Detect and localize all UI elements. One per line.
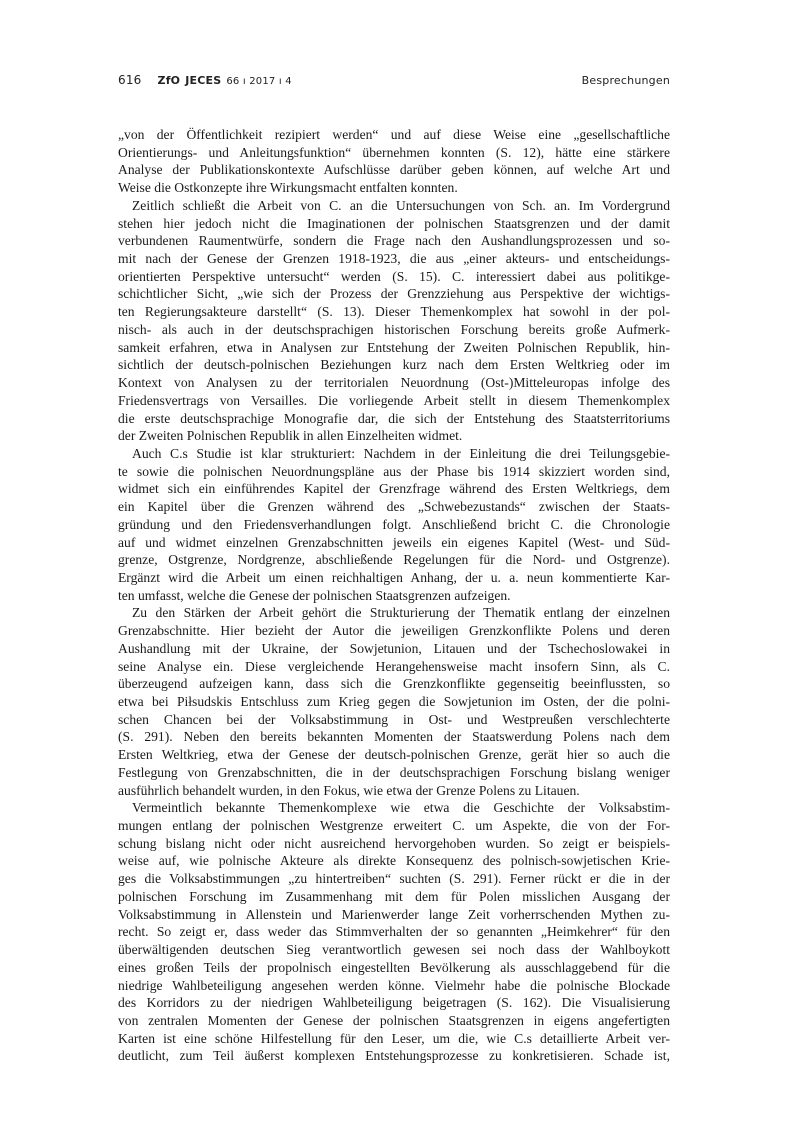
volume-info: 66 ı 2017 ı 4 xyxy=(226,76,292,87)
text-line: „von der Öffentlichkeit rezipiert werden“ und auf diese Weise eine „gesellschaftliche xyxy=(118,127,670,142)
text-line: Karten ist eine schöne Hilfestellung für den Leser, um die, wie C.s detaillierte Arbeit ver- xyxy=(118,1030,670,1046)
text-line: weise auf, wie polnische Akteure als direkte Konsequenz des polnisch-sowjetischen Krie- xyxy=(118,853,670,869)
text-line: Analyse der Publikationskontexte Aufschlüsse darüber geben können, auf welche Art und xyxy=(118,162,670,178)
text-line: Auch C.s Studie ist klar strukturiert: Nachdem in der Einleitung die drei Teilungsgebie- xyxy=(132,445,670,461)
text-line: stehen hier jedoch nicht die Imaginationen der polnischen Staatsgrenzen und der damit xyxy=(118,215,670,231)
journal-name: JECES xyxy=(185,74,222,87)
text-line: Orientierungs- und Anleitungsfunktion“ übernehmen konnten (S. 12), hätte eine stärkere xyxy=(118,144,670,160)
text-line: Grenzabschnitte. Hier bezieht der Autor die jeweiligen Grenzkonflikte Polens und deren xyxy=(118,623,670,639)
text-line: sichtlich der deutsch-polnischen Beziehungen kurz nach dem Ersten Weltkrieg oder im xyxy=(118,357,670,373)
text-line: widmet sich ein einführendes Kapitel der Grenzfrage während des Ersten Weltkriegs, dem xyxy=(118,481,670,497)
text-line: Ergänzt wird die Arbeit um einen reichhaltigen Anhang, der u. a. neun kommentierte Kar- xyxy=(118,569,670,585)
text-line: des Korridors zu der niedrigen Wahlbeteiligung beigetragen (S. 162). Die Visualisierung xyxy=(118,995,670,1011)
text-line: samkeit erfahren, etwa in Analysen zur Entstehung der Zweiten Polnischen Republik, hin- xyxy=(118,339,670,355)
text-line: mit nach der Genese der Grenzen 1918-1923, die aus „einer akteurs- und entscheidungs- xyxy=(118,251,670,267)
text-line: überzeugend aufzeigen kann, dass sich die Grenzkonflikte gegenseitig beeinflussten, so xyxy=(118,676,670,692)
text-line: Kontext von Analysen zu der territorialen Neuordnung (Ost-)Mitteleuropas infolge des xyxy=(118,375,670,391)
text-line: schen Chancen bei der Volksabstimmung in Ost- und Westpreußen verschlechterte xyxy=(118,711,670,727)
text-line: ausführlich behandelt wurden, in den Fokus, wie etwa der Grenze Polens zu Litauen. xyxy=(118,782,580,798)
text-line: verbundenen Raumentwürfe, sondern die Frage nach den Aushandlungsprozessen und so- xyxy=(118,233,670,249)
text-line: deutlicht, zum Teil äußerst komplexen Entstehungsprozesse zu konkretisieren. Schade ist, xyxy=(118,1048,670,1064)
page-number: 616 xyxy=(118,73,142,87)
text-line: seine Analyse ein. Diese vergleichende Herangehensweise macht insofern Sinn, als C. xyxy=(118,658,670,674)
text-line: schung bislang nicht oder nicht ausreichend hervorgehoben wurden. So zeigt er beispiels- xyxy=(118,835,670,851)
text-line: Ersten Weltkrieg, etwa der Genese der deutsch-polnischen Grenze, gerät hier so auch die xyxy=(118,747,670,763)
text-line: niedrige Wahlbeteiligung angesehen werden könne. Vielmehr habe die polnische Blockade xyxy=(118,977,670,993)
text-line: Zu den Stärken der Arbeit gehört die Strukturierung der Thematik entlang der einzelnen xyxy=(132,605,670,621)
text-line: te sowie die polnischen Neuordnungspläne aus der Phase bis 1914 skizziert worden sind, xyxy=(118,463,670,479)
text-line: Friedensvertrags von Versailles. Die vorliegende Arbeit stellt in diesem Themenkomplex xyxy=(118,392,670,408)
text-line: eines großen Teils der propolnisch eingestellten Bevölkerung als ausschlaggebend für die xyxy=(118,959,670,975)
text-line: auf und widmet einzelnen Grenzabschnitten jeweils ein eigenes Kapitel (West- und Süd- xyxy=(118,534,670,550)
text-line: recht. So zeigt er, dass weder das Stimmverhalten der so genannten „Heimkehrer“ für den xyxy=(118,924,670,940)
text-line: orientierten Perspektive untersucht“ werden (S. 15). C. interessiert dabei aus politikge- xyxy=(118,268,670,284)
body-text xyxy=(118,126,670,1065)
text-line: grenze, Ostgrenze, Nordgrenze, abschließende Regelungen für die Nord- und Ostgrenze). xyxy=(118,552,670,568)
text-line: ges die Volksabstimmungen „zu hintertreiben“ suchten (S. 291). Ferner rückt er die in der xyxy=(118,871,670,887)
text-line: Aushandlung mit der Ukraine, der Sowjetunion, Litauen und der Tschechoslowakei in xyxy=(118,640,670,656)
text-line: mungen entlang der polnischen Westgrenze erweitert C. um Aspekte, die von der For- xyxy=(118,818,670,834)
text-line: polnischen Forschung im Zusammenhang mit dem für Polen misslichen Ausgang der xyxy=(118,888,670,904)
text-line: von zentralen Momenten der Genese der polnischen Staatsgrenzen in eigens angefertigten xyxy=(118,1012,670,1028)
text-line: die erste deutschsprachige Monografie dar, die sich der Entstehung des Staatsterritoriums xyxy=(118,410,670,426)
text-line: der Zweiten Polnischen Republik in allen Einzelheiten widmet. xyxy=(118,428,463,444)
text-line: Festlegung von Grenzabschnitten, die in der deutschsprachigen Forschung bislang weniger xyxy=(118,764,670,780)
text-line: (S. 291). Neben den bereits bekannten Momenten der Staatswerdung Polens nach dem xyxy=(118,729,670,745)
text-line: schichtlicher Sicht, „wie sich der Prozess der Grenzziehung aus Perspektive der wichtigs- xyxy=(118,286,670,302)
text-line: ten Regierungsakteure darstellt“ (S. 13). Dieser Themenkomplex hat sowohl in der pol- xyxy=(118,304,670,320)
journal-logo: ZfO xyxy=(157,74,181,87)
text-line: gründung und den Friedensverhandlungen folgt. Anschließend bricht C. die Chronologie xyxy=(118,516,670,532)
text-line: Volksabstimmung in Allenstein und Marienwerder lange Zeit vorherrschenden Mythen zu- xyxy=(118,906,670,922)
section-title: Besprechungen xyxy=(581,74,670,87)
text-line: etwa bei Piłsudskis Entschluss zum Krieg gegen die Sowjetunion im Osten, der die polni- xyxy=(118,694,670,709)
text-line: Zeitlich schließt die Arbeit von C. an die Untersuchungen von Sch. an. Im Vordergrund xyxy=(132,197,670,213)
text-line: Weise die Ostkonzepte ihre Wirkungsmacht entfalten konnten. xyxy=(118,180,458,196)
text-line: ein Kapitel über die Grenzen während des „Schwebezustands“ zwischen der Staats- xyxy=(118,499,670,515)
text-line: Vermeintlich bekannte Themenkomplexe wie etwa die Geschichte der Volksabstim- xyxy=(132,800,670,816)
text-line: überwältigenden deutschen Sieg verantwortlich gewesen sei noch dass der Wahlboykott xyxy=(118,942,670,958)
text-line: nisch- als auch in der deutschsprachigen historischen Forschung bereits große Aufmerk- xyxy=(118,321,670,337)
running-header xyxy=(118,73,670,91)
text-line: ten umfasst, welche die Genese der polnischen Staatsgrenzen aufzeigen. xyxy=(118,587,511,603)
